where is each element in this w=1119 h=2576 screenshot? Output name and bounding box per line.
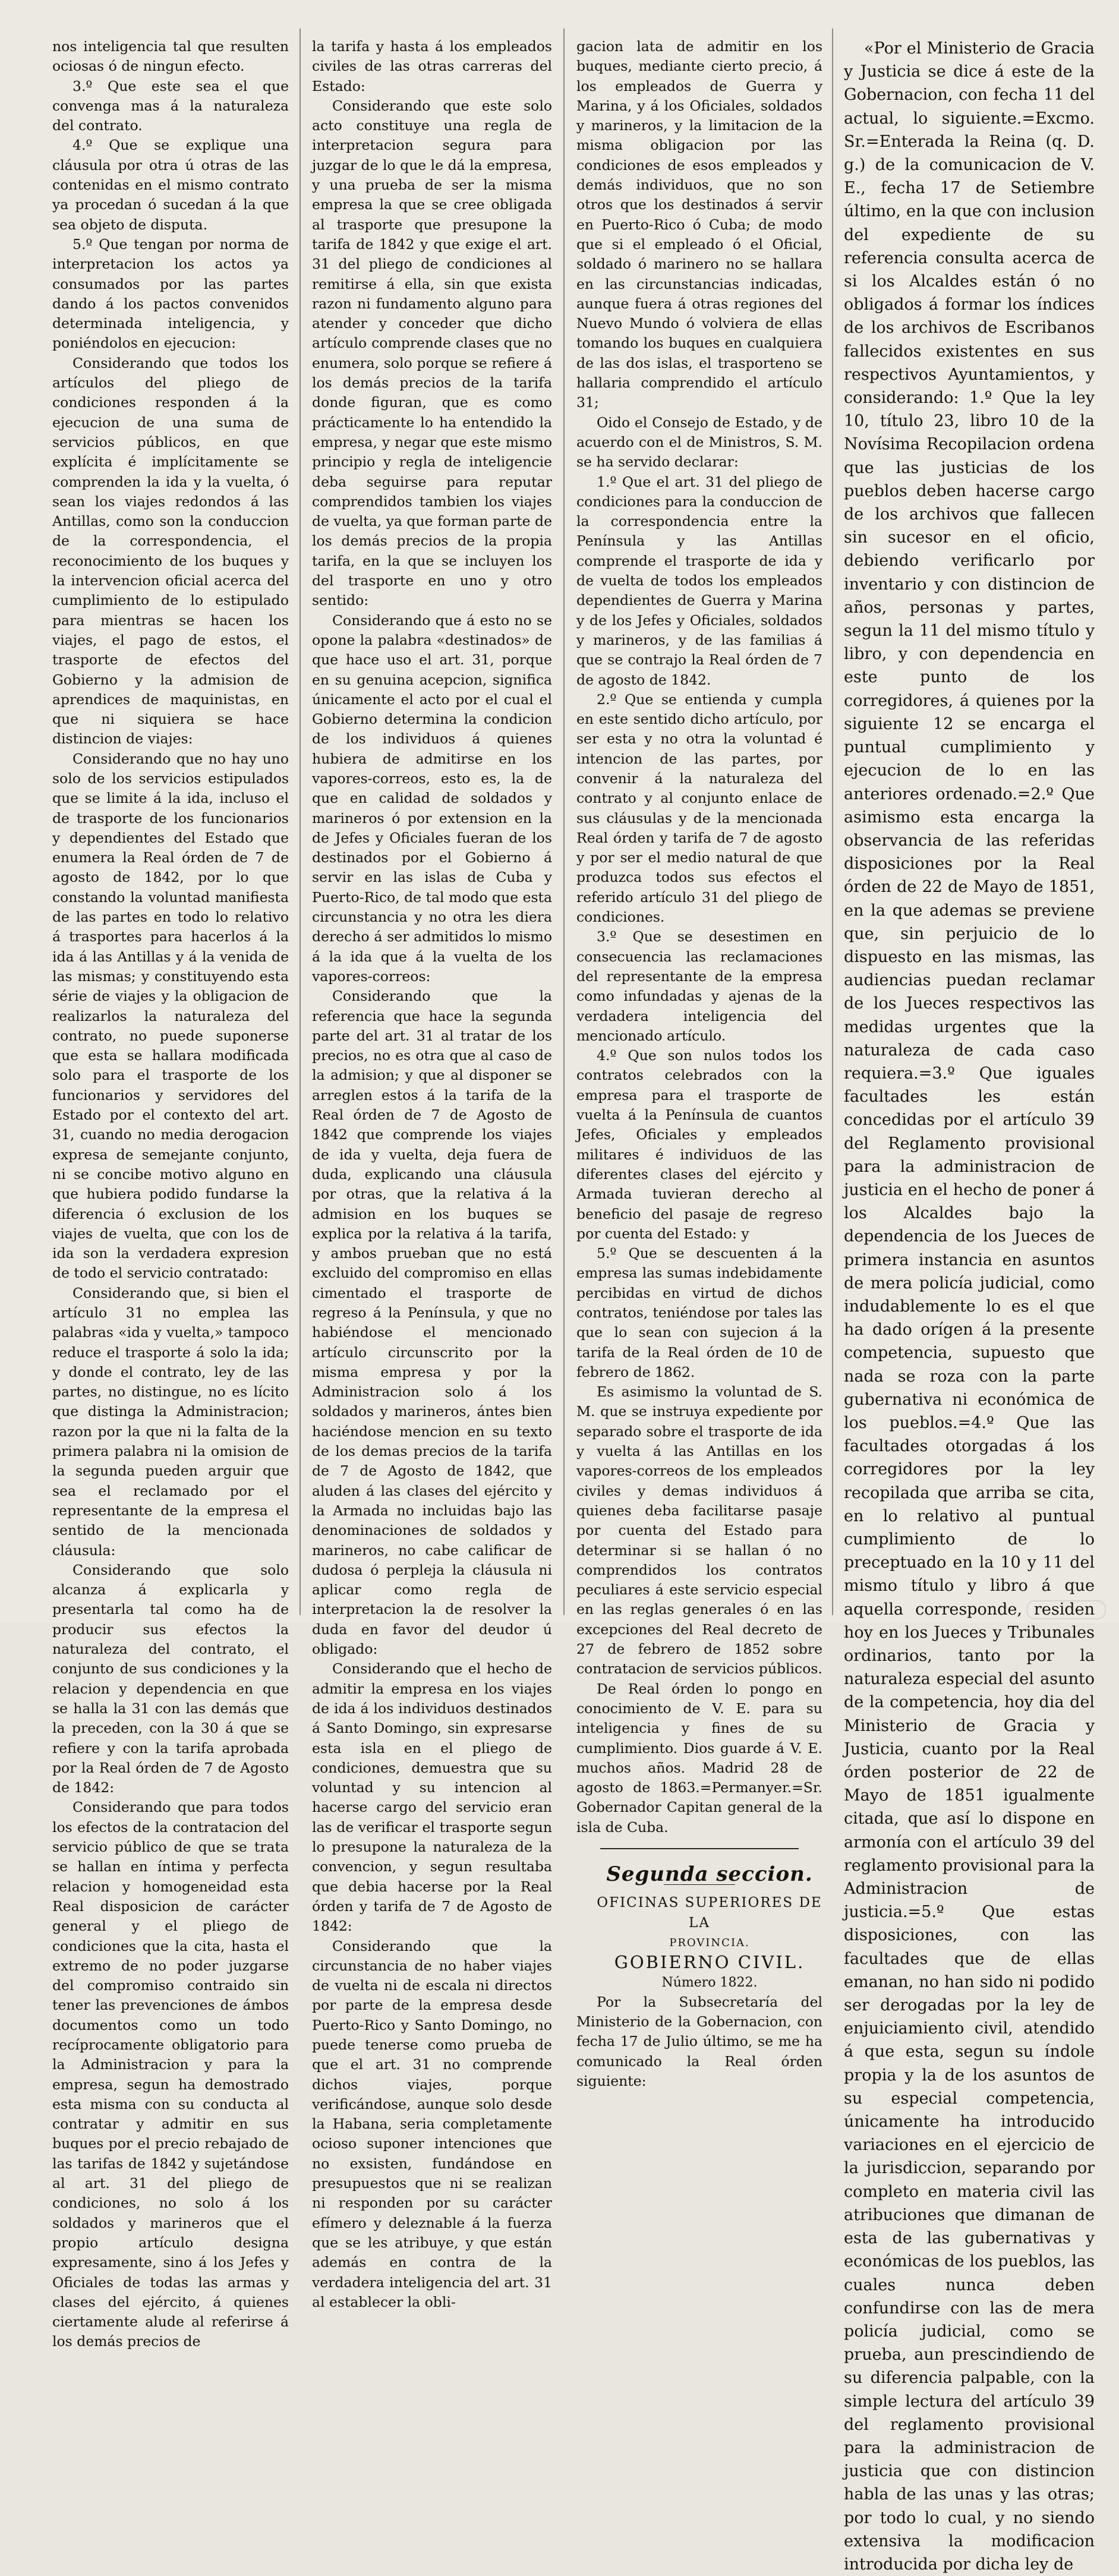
paragraph: 2.º Que se entienda y cumpla en este sentido dicho artículo, por ser esta y no otra la voluntad é intencion de las partes, por convenir á la naturaleza del contrato y al conjunto enlace de sus cláusulas y de la mencionada Real órden y tarifa de 7 de agosto y por ser el medio natural de que produzca todos sus efectos el referido artículo 31 del pliego de condiciones. <box>576 690 822 926</box>
paragraph: Por la Subsecretaría del Ministerio de la Gobernacion, con fecha 17 de Julio último, se me ha comunicado la Real órden siguiente: <box>576 1993 822 2089</box>
paragraph: Considerando que solo alcanza á explicarla y presentarla tal como ha de producir sus efectos la naturaleza del contrato, el conjunto de sus condiciones y la relacion y dependencia en que se halla la 31 con las demás que la preceden, con la 30 á que se refiere y con la tarifa aprobada por la Real órden de 7 de Agosto de 1842: <box>52 1561 289 1796</box>
paragraph: la tarifa y hasta á los empleados civiles de las otras carreras del Estado: <box>312 38 552 94</box>
paragraph: Considerando que no hay uno solo de los servicios estipulados que se limite á la ida, incluso el de trasporte de los funcionarios y dependientes del Estado que enumera la Real órden de 7 de agosto de 1842, por lo que constando la voluntad manifiesta de las partes en todo lo relativo á trasportes para hacerlos á la ida á las Antillas y á la venida de las mismas; y constituyendo esta série de viajes y la obligacion de realizarlos la naturaleza del contrato, no puede suponerse que esta se hallara modificada solo para el trasporte de los funcionarios y servidores del Estado por el contexto del art. 31, cuando no media derogacion expresa de semejante conjunto, ni se concibe motivo alguno en que hubiera podido fundarse la diferencia ó exclusion de los viajes de vuelta, que con los de ida son la verdadera expresion de todo el servicio contratado: <box>52 750 289 1282</box>
text-column-4 <box>844 37 1095 2574</box>
paragraph: 5.º Que se descuenten á la empresa las sumas indebidamente percibidas en virtud de dichos contratos, teniéndose por tales las que lo sean con sujecion á la tarifa de la Real órden de 10 de febrero de 1862. <box>576 1245 822 1380</box>
paragraph: 5.º Que tengan por norma de interpretacion los actos ya consumados por las partes dando á los pactos convenidos determinada inteligencia, y poniéndolos en ejecucion: <box>52 235 289 352</box>
section-rule <box>600 1848 799 1849</box>
office-subheading: PROVINCIA. <box>669 1936 750 1949</box>
paragraph: Considerando que todos los artículos del pliego de condiciones responden á la ejecucion de una suma de servicios públicos, en que explícita é implícitamente se comprenden la ida y la vuelta, ó sean los viajes redondos á las Antillas, como son la conduccion de la correspondencia, el reconocimiento de los buques y la intervencion oficial acerca del cumplimiento de lo estipulado para mientras se hacen los viajes, el pago de estos, el trasporte de efectos del Gobierno y la admision de aprendices de maquinistas, en que ni siquiera se hace distincion de viajes: <box>52 354 289 748</box>
archive-stamp <box>1026 1600 1106 1619</box>
paragraph: 4.º Que se explique una cláusula por otra ú otras de las contenidas en el mismo contrato ya procedan ó sucedan á la que sea objeto de disputa. <box>52 137 289 233</box>
column-divider <box>563 29 565 1615</box>
paragraph: Considerando que el hecho de admitir la empresa en los viajes de ida á los individuos destinados á Santo Domingo, sin expresarse esta isla en el pliego de condiciones, demuestra que su voluntad y su intencion al hacerse cargo del servicio eran las de verificar el trasporte segun lo presupone la naturaleza de la convencion, y segun resultaba que debia hacerse por la Real órden y tarifa de 7 de Agosto de 1842: <box>312 1660 552 1935</box>
paragraph: gacion lata de admitir en los buques, mediante cierto precio, á los empleados de Guerra y Marina, y á los Oficiales, soldados y marineros, y la limitacion de la misma obligacion por las condiciones de esos empleados y demás individuos, que no son otros que los destinados á servir en Puerto-Rico ó Cuba; de modo que si el empleado ó el Oficial, soldado ó marinero no se hallara en las circunstancias indicadas, aunque fuera á otras regiones del Nuevo Mundo ó volviera de ellas tomando los buques en cualquiera de las dos islas, el trasporteno se hallaria comprendido el artículo 31; <box>576 38 822 411</box>
column-3-closing <box>576 1992 822 2091</box>
column-divider <box>832 29 833 1615</box>
document-number: Número 1822. <box>661 1975 758 1990</box>
paragraph: Considerando que, si bien el artículo 31 no emplea las palabras «ida y vuelta,» tampoco reduce el trasporte á solo la ida; y donde el contrato, ley de las partes, no distingue, no es lícito que distinga la Administracion; razon por la que ni la falta de la primera palabra ni la omision de la segunda pueden arguir que sea el reclamado por el representante de la empresa el sentido de la mencionada cláusula: <box>52 1284 289 1559</box>
gov-heading: GOBIERNO CIVIL. <box>614 1952 805 1973</box>
paragraph: De Real órden lo pongo en conocimiento de V. E. para su inteligencia y fines de su cumplimiento. Dios guarde á V. E. muchos años. Madrid 28 de agosto de 1863.=Permanyer.=Sr. Gobernador Capitan general de la isla de Cuba. <box>576 1680 822 1836</box>
paragraph: nos inteligencia tal que resulten ociosas ó de ningun efecto. <box>52 38 289 75</box>
paragraph: 3.º Que este sea el que convenga mas á la naturaleza del contrato. <box>52 77 289 134</box>
paragraph: Oido el Consejo de Estado, y de acuerdo con el de Ministros, S. M. se ha servido declarar: <box>576 414 822 471</box>
column-3-body <box>576 37 822 1837</box>
paragraph: «Por el Ministerio de Gracia y Justicia se dice á este de la Gobernacion, con fecha 11 del actual, lo siguiente.=Excmo. Sr.=Enterada la Reina (q. D. g.) de la comunicacion de V. E., fecha 17 de Setiembre último, en la que con inclusion del expediente de su referencia consulta acerca de si los Alcaldes están ó no obligados á formar los índices de los archivos de Escribanos fallecidos existentes en sus respectivos Ayuntamientos, y considerando: 1.º Que la ley 10, título 23, libro 10 de la Novísima Recopilacion ordena que las justicias de los pueblos deben hacerse cargo de los archivos que fallecen sin sucesor en el oficio, debiendo verificarlo por inventario y con distincion de años, personas y partes, segun la 11 del mismo título y libro, y con dependencia en este punto de los corregidores, á quienes por la siguiente 12 se encarga el puntual cumplimiento y ejecucion de lo en las anteriores ordenado.=2.º Que asimismo esta encarga la observancia de las referidas disposiciones por la Real órden de 22 de Mayo de 1851, en la que ademas se previene que, sin perjuicio de lo dispuesto en las mismas, las audiencias puedan reclamar de los Jueces respectivos las medidas urgentes que la naturaleza de cada caso requiera.=3.º Que iguales facultades les están concedidas por el artículo 39 del Reglamento provisional para la administracion de justicia en el hecho de poner á los Alcaldes bajo la dependencia de los Jueces de primera instancia en asuntos de mera policía judicial, como indudablemente lo es el que ha dado orígen á la presente competencia, supuesto que nada se roza con la parte gubernativa ni económica de los pueblos.=4.º Que las facultades otorgadas á los corregidores por la ley recopilada que arriba se cita, en lo relativo al puntual cumplimiento de lo preceptuado en la 10 y 11 del mismo título y libro á que aquella corresponde, residen hoy en los Jueces y Tribunales ordinarios, tanto por la naturaleza especial del asunto de la competencia, hoy dia del Ministerio de Gracia y Justicia, cuanto por la Real órden posterior de 22 de Mayo de 1851 igualmente citada, que así lo dispone en armonía con el artículo 39 del reglamento provisional para la Administracion de justicia.=5.º Que estas disposiciones, con las facultades que de ellas emanan, no han sido ni podido ser derogadas por la ley de enjuiciamiento civil, atendido á que esta, segun su índole propia y la de los asuntos de su especial competencia, únicamente ha introducido variaciones en el ejercicio de la jurisdiccion, separando por completo en materia civil las atribuciones que dimanan de esta de las gubernativas y económicas de los pueblos, las cuales nunca deben confundirse con las de mera policía judicial, como se prueba, aun prescindiendo de su diferencia palpable, con la simple lectura del artículo 39 del reglamento provisional para la administracion de justicia que con distincion habla de las unas y las otras; por todo lo cual, y no siendo extensiva la modificacion introducida por dicha ley de <box>844 39 1095 2574</box>
paragraph: Considerando que la referencia que hace la segunda parte del art. 31 al tratar de los precios, no es otra que al caso de la admision; y que al disponer se arreglen estos á la tarifa de la Real órden de 7 de Agosto de 1842 que comprende los viajes de ida y vuelta, deja fuera de duda, explicando una cláusula por otras, que la relativa á la admision en los buques se explica por la relativa á la tarifa, y ambos prueban que no está excluido del compromiso en ellas cimentado el trasporte de regreso á la Península, y que no habiéndose el mencionado artículo circunscrito por la misma empresa y por la Administracion solo á los soldados y marineros, ántes bien haciéndose mencion en su texto de los demas precios de la tarifa de 7 de Agosto de 1842, que aluden á las clases del ejército y la Armada no incluidas bajo las denominaciones de soldados y marineros, no cabe calificar de dudosa ó perpleja la cláusula ni aplicar como regla de interpretacion la de resolver la duda en favor del deudor ú obligado: <box>312 988 552 1658</box>
text-column-1 <box>52 37 289 2350</box>
text-column-2 <box>312 37 553 2310</box>
paragraph: 1.º Que el art. 31 del pliego de condiciones para la conduccion de la correspondencia entre la Península y las Antillas comprende el trasporte de ida y de vuelta de todos los empleados dependientes de Guerra y Marina y de los Jefes y Oficiales, soldados y marineros, y de las familias á que se contrajo la Real órden de 7 de agosto de 1842. <box>576 473 822 688</box>
paragraph: Es asimismo la voluntad de S. M. que se instruya expediente por separado sobre el trasporte de ida y vuelta á las Antillas en los vapores-correos de los empleados civiles y demas individuos á quienes deba facilitarse pasaje por cuenta del Estado para determinar si se hallan ó no comprendidos los contratos peculiares á este servicio especial en las reglas generales ó en las excepciones del Real decreto de 27 de febrero de 1852 sobre contratacion de servicios públicos. <box>576 1383 822 1678</box>
paragraph: 4.º Que son nulos todos los contratos celebrados con la empresa para el trasporte de vuelta á la Península de cuantos Jefes, Oficiales y empleados militares é individuos de las diferentes clases del ejército y Armada tuvieran derecho al beneficio del pasaje de regreso por cuenta del Estado: y <box>576 1047 822 1242</box>
office-heading: OFICINAS SUPERIORES DE LA <box>597 1895 822 1931</box>
paragraph: 3.º Que se desestimen en consecuencia las reclamaciones del representante de la empresa como infundadas y ajenas de la verdadera inteligencia del mencionado artículo. <box>576 928 822 1044</box>
section-title: Segunda seccion. <box>606 1862 813 1887</box>
paragraph: Considerando que este solo acto constituye una regla de interpretacion segura para juzgar de lo que le dá la empresa, y una prueba de ser la misma empresa la que se cree obligada al trasporte que presupone la tarifa de 1842 y que exige el art. 31 del pliego de condiciones al remitirse á ella, sin que exista razon ni fundamento alguno para atender y conceder que dicho artículo comprende clases que no enumera, solo porque se refiere á los demás precios de la tarifa donde figuran, que es como prácticamente lo ha entendido la empresa, y negar que este mismo principio y regla de inteligencie deba seguirse para reputar comprendidos tambien los viajes de vuelta, ya que forman parte de los demás precios de la propia tarifa, en la que se incluyen los del trasporte en uno y otro sentido: <box>312 97 552 609</box>
paragraph: Considerando que la circunstancia de no haber viajes de vuelta ni de escala ni directos por parte de la empresa desde Puerto-Rico y Santo Domingo, no puede tenerse como prueba de que el art. 31 no comprende dichos viajes, porque verificándose, aunque solo desde la Habana, seria completamente ocioso suponer intenciones que no exsisten, fundándose en presupuestos que ni se realizan ni responden por su carácter efímero y deleznable á la fuerza que se les atribuye, y que están además en contra de la verdadera inteligencia del art. 31 al establecer la obli- <box>312 1937 552 2310</box>
paragraph: Considerando que para todos los efectos de la contratacion del servicio público de que se trata se hallan en íntima y perfecta relacion y homogeneidad esta Real disposicion de carácter general y el pliego de condiciones que la cita, hasta el extremo de no poder juzgarse del compromiso contraido sin tener las prevenciones de ámbos documentos como un todo recíprocamente obligatorio para la Administracion y para la empresa, segun ha demostrado esta misma con su conducta al contratar y admitir en sus buques por el precio rebajado de las tarifas de 1842 y sujetándose al art. 31 del pliego de condiciones, no solo á los soldados y marineros que el propio artículo designa expresamente, sino á los Jefes y Oficiales de todas las armas y clases del ejército, á quienes ciertamente alude al referirse á los demás precios de <box>52 1799 289 2350</box>
paragraph: Considerando que á esto no se opone la palabra «destinados» de que hace uso el art. 31, porque en su genuina acepcion, significa únicamente el acto por el cual el Gobierno determina la condicion de los individuos á quienes hubiera de admitirse en los vapores-correos, esto es, la de que en calidad de soldados y marineros ó por extension en la de Jefes y Oficiales fueran de los destinados por el Gobierno á servir en las islas de Cuba y Puerto-Rico, de tal modo que esta circunstancia y no otra les diera derecho á ser admitidos lo mismo á la ida que á la vuelta de los vapores-correos: <box>312 611 553 985</box>
text-column-3 <box>576 37 822 2089</box>
column-divider <box>300 29 301 1615</box>
